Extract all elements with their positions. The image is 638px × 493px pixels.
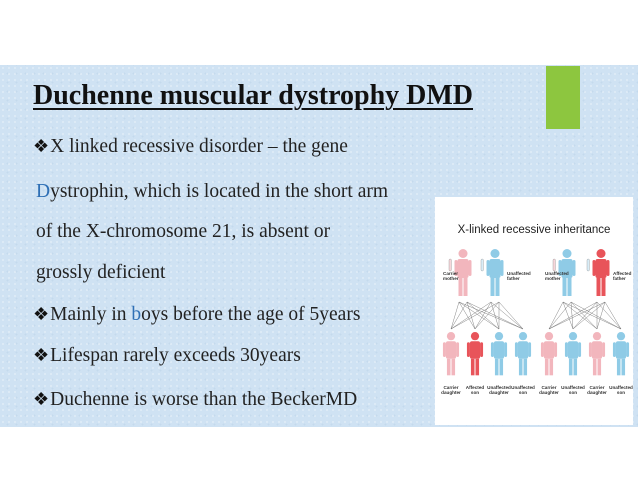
person-label: Unaffected son	[609, 385, 633, 395]
person-label: Unaffected son	[561, 385, 585, 395]
highlighted-letter: b	[131, 304, 142, 325]
child-figure-arm	[528, 342, 531, 357]
parent-figure-arm	[593, 260, 596, 276]
child-figure-arm	[541, 342, 544, 357]
bullet-text: Lifespan rarely exceeds 30years	[50, 345, 301, 366]
person-label: Carrier daughter	[587, 385, 607, 395]
bullet-line	[33, 345, 301, 367]
child-figure-arm	[554, 342, 557, 357]
child-figure-body	[568, 341, 578, 358]
person-label: Unaffected mother	[545, 271, 569, 281]
bullet-text: Mainly in	[50, 304, 132, 325]
parent-figure-head	[597, 249, 606, 258]
parent-figure-leg	[568, 278, 572, 296]
child-figure-arm	[504, 342, 507, 357]
parent-figure-head	[491, 249, 500, 258]
slide-title: Duchenne muscular dystrophy DMD	[33, 80, 474, 111]
bullet-text: ystrophin, which is located in the short arm	[50, 181, 389, 202]
parent-figure-leg	[597, 278, 601, 296]
figure-title: X-linked recessive inheritance	[457, 224, 611, 236]
bullet-diamond-icon: ❖	[33, 345, 50, 365]
child-figure-head	[447, 332, 455, 340]
child-figure-arm	[456, 342, 459, 357]
child-figure-leg	[452, 359, 456, 376]
person-label: Carrier daughter	[539, 385, 559, 395]
child-figure-body	[518, 341, 528, 358]
parent-figure-head	[459, 249, 468, 258]
bullet-line	[33, 304, 360, 326]
child-figure-arm	[613, 342, 616, 357]
child-figure-arm	[480, 342, 483, 357]
child-figure-body	[592, 341, 602, 358]
person-label: Affected son	[465, 385, 485, 395]
bullet-text: of the X-chromosome 21, is absent or	[36, 221, 331, 242]
bullet-text: Duchenne is worse than the BeckerMD	[50, 389, 358, 410]
child-figure-leg	[500, 359, 504, 376]
child-figure-leg	[550, 359, 554, 376]
child-figure-body	[494, 341, 504, 358]
parent-figure-arm	[487, 260, 490, 276]
child-figure-head	[569, 332, 577, 340]
bullet-line	[36, 181, 388, 203]
bullet-text: X linked recessive disorder – the gene	[50, 136, 348, 157]
child-figure-leg	[476, 359, 480, 376]
child-figure-head	[545, 332, 553, 340]
child-figure-leg	[622, 359, 626, 376]
child-figure-head	[593, 332, 601, 340]
parent-figure-arm	[607, 260, 610, 276]
parent-figure-leg	[464, 278, 468, 296]
child-figure-leg	[471, 359, 475, 376]
chromosome	[481, 259, 483, 271]
child-figure-head	[495, 332, 503, 340]
child-figure-leg	[569, 359, 573, 376]
person-label: Unaffected father	[507, 271, 531, 281]
child-figure-head	[617, 332, 625, 340]
parent-figure-leg	[496, 278, 500, 296]
bullet-text: oys before the age of 5years	[141, 304, 361, 325]
child-figure-head	[519, 332, 527, 340]
person-label: Unaffected daughter	[487, 385, 511, 395]
parent-figure-arm	[573, 260, 576, 276]
child-figure-body	[470, 341, 480, 358]
chromosome	[553, 259, 555, 271]
child-figure-arm	[515, 342, 518, 357]
person-label: Unaffected son	[511, 385, 535, 395]
child-figure-leg	[545, 359, 549, 376]
bullet-text: grossly deficient	[36, 262, 166, 283]
bullet-line	[36, 221, 330, 243]
child-figure-leg	[495, 359, 499, 376]
person-label: Carrier daughter	[441, 385, 461, 395]
child-figure-leg	[574, 359, 578, 376]
parent-figure-body	[596, 259, 607, 278]
parent-figure-head	[563, 249, 572, 258]
child-figure-head	[471, 332, 479, 340]
chromosome	[449, 259, 451, 271]
child-figure-body	[544, 341, 554, 358]
child-figure-arm	[565, 342, 568, 357]
bullet-diamond-icon: ❖	[33, 304, 50, 324]
inheritance-figure	[435, 197, 633, 425]
highlighted-letter: D	[36, 181, 51, 202]
accent-bar	[546, 66, 580, 129]
child-figure-arm	[589, 342, 592, 357]
bullet-line	[33, 136, 348, 158]
person-label: Affected father	[613, 271, 632, 281]
child-figure-leg	[524, 359, 528, 376]
child-figure-body	[446, 341, 456, 358]
parent-figure-leg	[459, 278, 463, 296]
child-figure-leg	[598, 359, 602, 376]
parent-figure-leg	[491, 278, 495, 296]
parent-figure-arm	[469, 260, 472, 276]
child-figure-leg	[617, 359, 621, 376]
child-figure-leg	[447, 359, 451, 376]
parent-figure-leg	[602, 278, 606, 296]
child-figure-arm	[443, 342, 446, 357]
bullet-diamond-icon: ❖	[33, 136, 50, 156]
child-figure-arm	[626, 342, 629, 357]
inheritance-diagram	[435, 197, 633, 425]
child-figure-leg	[519, 359, 523, 376]
parent-figure-body	[490, 259, 501, 278]
child-figure-arm	[578, 342, 581, 357]
bullet-line	[36, 262, 165, 284]
child-figure-leg	[593, 359, 597, 376]
child-figure-arm	[491, 342, 494, 357]
parent-figure-body	[458, 259, 469, 278]
parent-figure-leg	[563, 278, 567, 296]
chromosome	[587, 259, 589, 271]
parent-figure-arm	[501, 260, 504, 276]
child-figure-arm	[467, 342, 470, 357]
child-figure-arm	[602, 342, 605, 357]
bullet-line	[33, 389, 357, 411]
bullet-diamond-icon: ❖	[33, 389, 50, 409]
person-label: Carrier mother	[443, 271, 459, 281]
child-figure-body	[616, 341, 626, 358]
